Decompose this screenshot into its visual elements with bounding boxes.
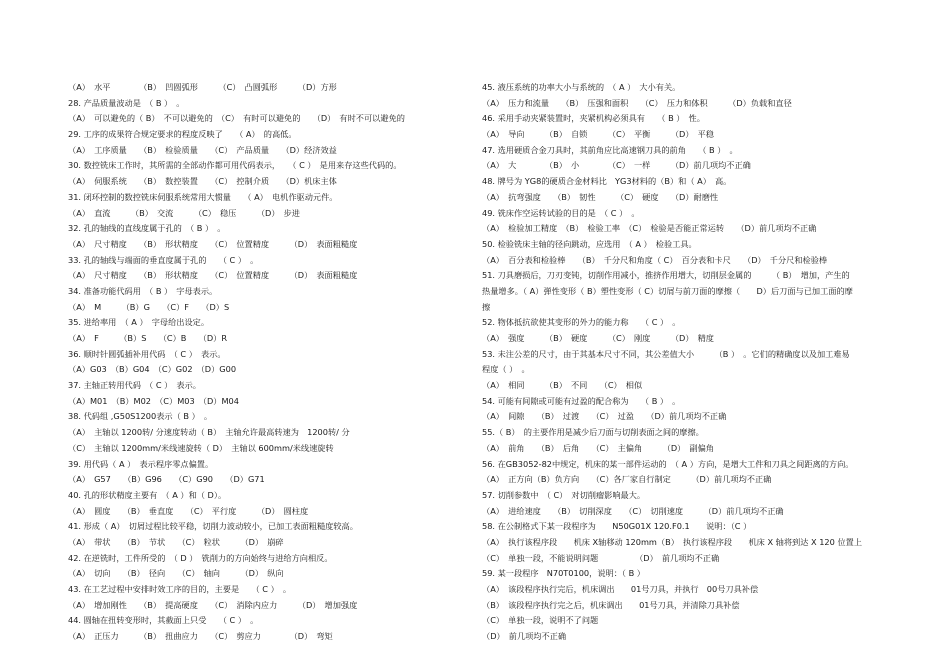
question-line: （A）G03 （B）G04 （C）G02 （D）G00 <box>68 364 237 375</box>
question-line: 38. 代码组 ,G50S1200表示（ B ） 。 <box>68 411 213 422</box>
question-line: 50. 检验铣床主轴的径向跳动，应选用 （ A ） 检验工具。 <box>482 238 697 249</box>
question-line: 37. 主轴正转用代码 （ C ） 表示。 <box>68 380 201 391</box>
question-line: （A） 带状 （B） 节状 （C） 粒状 （D） 崩碎 <box>68 536 284 547</box>
question-line: 28. 产品质量波动是 （ B ） 。 <box>68 97 185 108</box>
question-line: （C） 主轴以 1200mm/米线速旋转（ D） 主轴以 600mm/米线速旋转 <box>68 442 334 453</box>
question-line: （B） 该段程序执行完之后，机床调出 01号刀具，并清除刀具补偿 <box>482 599 740 610</box>
question-line: 55.（ B） 的主要作用是减少后刀面与切削表面之间的摩擦。 <box>482 427 704 438</box>
question-line: （A） 尺寸精度 （B） 形状精度 （C） 位置精度 （D） 表面粗糙度 <box>68 238 358 249</box>
question-line: （A） 主轴以 1200转/ 分速度转动（ B） 主轴允许最高转速为 1200转/ 分 <box>68 427 350 438</box>
question-line: （A） 进给速度 （B） 切削深度 （C） 切削速度 （D）前几项均不正确 <box>482 505 784 516</box>
question-line: 45. 液压系统的功率大小与系统的 （ A ） 大小有关。 <box>482 82 681 92</box>
question-line: 58. 在公制格式下某一段程序为 N50G01X 120.F0.1 说明：（C ） <box>482 521 752 532</box>
question-line: （C） 单独一段，说明不了问题 <box>482 615 599 626</box>
question-line: 32. 孔的轴线的直线度属于孔的 （ B ） 。 <box>68 223 226 234</box>
question-line: （A） 导向 （B） 自锁 （C） 平衡 （D） 平稳 <box>482 129 714 140</box>
question-line: （A） 强度 （B） 硬度 （C） 刚度 （D） 精度 <box>482 333 714 343</box>
question-line: （A） 尺寸精度 （B） 形状精度 （C） 位置精度 （D） 表面粗糙度 <box>68 270 358 281</box>
question-line: （A） 执行该程序段 机床 X轴移动 120mm（B） 执行该程序段 机床 X 轴将到达 X 120 位置上 <box>482 536 863 547</box>
question-line: 57. 切削参数中 （ C） 对切削瘤影响最大。 <box>482 489 646 500</box>
question-line: 40. 孔的形状精度主要有 （ A ）和（ D）。 <box>68 489 227 500</box>
question-line: （A） 水平 （B） 凹圆弧形 （C） 凸圆弧形 （D）方形 <box>68 82 337 92</box>
question-line: （A） 可以避免的（ B） 不可以避免的 （C） 有时可以避免的 （D） 有时不可以避免的 <box>68 113 405 124</box>
question-line: 35. 进给率用 （ A ） 字母给出设定。 <box>68 317 210 328</box>
question-line: 擦 <box>482 301 491 312</box>
question-line: 31. 闭环控制的数控铣床伺服系统常用大惯量 （ A） 电机作驱动元件。 <box>68 191 338 202</box>
question-line: 54. 可能有间隙或可能有过盈的配合称为 （ B ） 。 <box>482 395 681 406</box>
question-line: 33. 孔的轴线与端面的垂直度属于孔的 （ C ） 。 <box>68 254 259 265</box>
question-line: （A） 切向 （B） 径向 （C） 轴向 （D） 纵向 <box>68 568 284 579</box>
question-line: 48. 牌号为 YG8的硬质合金材料比 YG3材料的（B）和（ A） 高。 <box>482 176 732 187</box>
question-line: （A） 百分表和检验棒 （B） 千分尺和角度（ C） 百分表和卡尺 （D） 千分尺和检验棒 <box>482 254 828 265</box>
question-line: （A） 工序质量 （B） 检验质量 （C） 产品质量 （D）经济效益 <box>68 144 337 155</box>
question-line: （C） 单独一段，不能说明问题 （D） 前几项均不正确 <box>482 552 720 563</box>
question-line: （A） 该段程序执行完后，机床调出 01号刀具，并执行 00号刀具补偿 <box>482 584 759 594</box>
question-line: 59. 某一段程序 N70T0100，说明：（ B ） <box>482 568 645 579</box>
question-line: 34. 准备功能代码用 （ B ） 字母表示。 <box>68 285 218 296</box>
question-line: （A） M （B）G （C）F （D）S <box>68 301 230 312</box>
question-line: 51. 刀具磨损后，刀刃变钝，切削作用减小，推挤作用增大，切削层金属的 （ B） 增加，产生的 <box>482 270 850 281</box>
question-line: 53. 未注公差的尺寸，由于其基本尺寸不同，其公差值大小 （B ） 。它们的精确度以及加工难易 <box>482 348 850 359</box>
question-line: 49. 铣床作空运转试验的目的是 （ C ） 。 <box>482 207 640 218</box>
right-column <box>482 80 902 645</box>
question-line: 36. 顺时针圆弧插补用代码 （ C ） 表示。 <box>68 348 226 359</box>
question-line: 46. 采用手动夹紧装置时，夹紧机构必须具有 （ B ） 性。 <box>482 113 705 124</box>
question-line: （A） 直流 （B） 交流 （C） 稳压 （D） 步进 <box>68 207 300 218</box>
question-line: 43. 在工艺过程中安排时效工序的目的，主要是 （ C ） 。 <box>68 584 292 594</box>
question-line: 30. 数控铣床工作时，其所需的全部动作都可用代码表示， （ C ） 是用来存这些代码的。 <box>68 160 402 171</box>
question-line: （A） 相同 （B） 不同 （C） 相似 <box>482 380 643 391</box>
question-line: 39. 用代码（ A ） 表示程序零点偏置。 <box>68 458 214 469</box>
question-line: （A）M01 （B）M02 （C）M03 （D）M04 <box>68 395 239 406</box>
question-line: 42. 在逆铣时，工件所受的 （ D ） 铣削力的方向始终与进给方向相反。 <box>68 552 333 563</box>
question-line: （A） 正方向（B）负方向 （C）各厂家自行制定 （D）前几项均不正确 <box>482 474 772 485</box>
question-line: （A） 大 （B） 小 （C） 一样 （D）前几项均不正确 <box>482 160 751 171</box>
question-line: 47. 选用硬质合金刀具时，其前角应比高速钢刀具的前角 （ B ） 。 <box>482 144 738 155</box>
question-line: （A） 检验加工精度 （B） 检验工率 （C） 检验是否能正常运转 （D）前几项均不正确 <box>482 223 817 234</box>
question-line: 41. 形成（ A） 切屑过程比较平稳，切削力波动较小，已加工表面粗糙度较高。 <box>68 521 358 532</box>
question-line: 44. 圆轴在扭转变形时，其截面上只受 （ C ） 。 <box>68 615 259 626</box>
question-line: （A） 伺服系统 （B） 数控装置 （C） 控制介质 （D）机床主体 <box>68 176 337 187</box>
question-line: （D） 前几项均不正确 <box>482 631 567 642</box>
question-line: 程度（ ） 。 <box>482 364 530 375</box>
question-line: 29. 工序的成果符合规定要求的程度反映了 （ A） 的高低。 <box>68 129 297 140</box>
question-line: （A） G57 （B）G96 （C）G90 （D）G71 <box>68 474 265 485</box>
question-line: （A） 压力和流量 （B） 压强和面积 （C） 压力和体积 （D）负载和直径 <box>482 97 792 108</box>
question-line: 56. 在GB3052-82中规定，机床的某一部件运动的 （ A ）方向，是增大工件和刀具之间距离的方向。 <box>482 458 854 469</box>
question-line: （A） 增加刚性 （B） 提高硬度 （C） 消除内应力 （D） 增加强度 <box>68 599 358 610</box>
question-line: （A） F （B）S （C）B （D）R <box>68 333 228 343</box>
question-line: 热量增多。（ A）弹性变形（ B）塑性变形（ C）切屑与前刀面的摩擦（ D）后刀面与已加工面的摩 <box>482 285 853 296</box>
question-line: （A） 抗弯强度 （B） 韧性 （C） 硬度 （D）耐磨性 <box>482 191 719 202</box>
question-line: 52. 物体抵抗欲使其变形的外力的能力称 （ C ） 。 <box>482 317 681 328</box>
question-line: （A） 圆度 （B） 垂直度 （C） 平行度 （D） 圆柱度 <box>68 505 309 516</box>
question-line: （A） 前角 （B） 后角 （C） 主偏角 （D） 副偏角 <box>482 442 714 453</box>
left-column <box>68 80 468 645</box>
question-line: （A） 正压力 （B） 扭曲应力 （C） 剪应力 （D） 弯矩 <box>68 631 333 642</box>
question-line: （A） 间隙 （B） 过渡 （C） 过盈 （D）前几项均不正确 <box>482 411 727 422</box>
